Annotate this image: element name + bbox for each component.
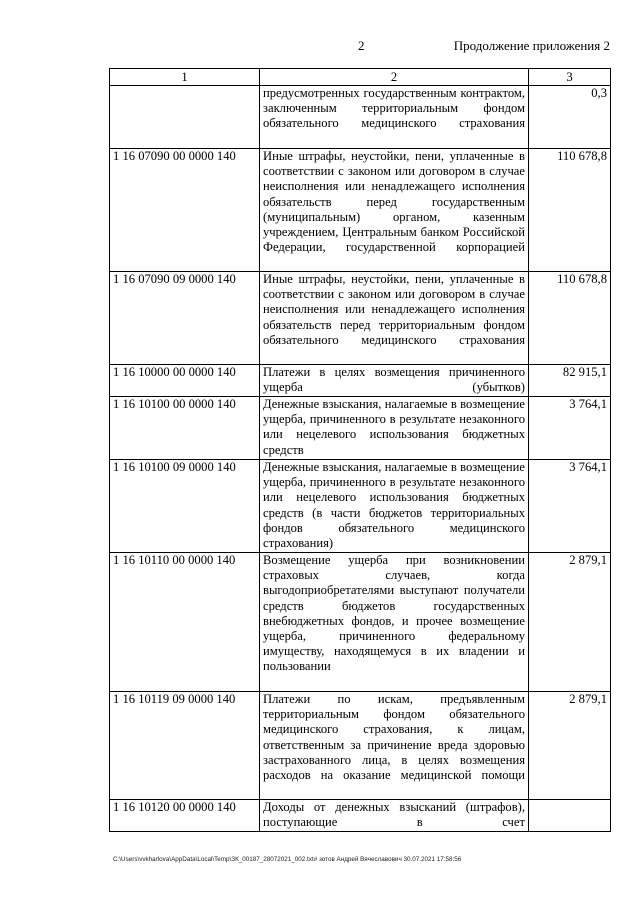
table-row <box>110 86 611 149</box>
income-description: Иные штрафы, неустойки, пени, уплаченные в соответствии с законом или договором в случае неисполнения или ненадлежащего исполнения обязательств перед государственным (муниципальным) органом, казенным учреждением, Центральным банком Российской Федерации, государственной корпорацией <box>260 149 529 272</box>
amount-value: 2 879,1 <box>529 553 611 692</box>
amount-value: 0,3 <box>529 86 611 149</box>
income-description: предусмотренных государственным контрактом, заключенным территориальным фондом обязательного медицинского страхования <box>260 86 529 149</box>
budget-code <box>110 86 260 149</box>
income-table <box>109 68 611 832</box>
income-description: Денежные взыскания, налагаемые в возмещение ущерба, причиненного в результате незаконного или нецелевого использования бюджетных средств (в части бюджетов территориальных фондов обязательного медицинского страхования) <box>260 460 529 553</box>
income-description: Платежи в целях возмещения причиненного ущерба (убытков) <box>260 365 529 397</box>
table-row <box>110 365 611 397</box>
continuation-title: Продолжение приложения 2 <box>453 38 610 53</box>
budget-code: 1 16 07090 00 0000 140 <box>110 149 260 272</box>
income-description: Иные штрафы, неустойки, пени, уплаченные в соответствии с законом или договором в случае неисполнения или ненадлежащего исполнения обязательств перед территориальным фондом обязательного медицинского страхования <box>260 272 529 365</box>
column-header-2: 2 <box>260 69 529 86</box>
table-row <box>110 149 611 272</box>
income-description: Денежные взыскания, налагаемые в возмещение ущерба, причиненного в результате незаконного или нецелевого использования бюджетных средств <box>260 397 529 460</box>
budget-code: 1 16 10000 00 0000 140 <box>110 365 260 397</box>
budget-code: 1 16 10119 09 0000 140 <box>110 692 260 800</box>
budget-code: 1 16 10120 00 0000 140 <box>110 800 260 832</box>
table-row <box>110 553 611 692</box>
amount-value: 3 764,1 <box>529 397 611 460</box>
budget-code: 1 16 10110 00 0000 140 <box>110 553 260 692</box>
amount-value: 82 915,1 <box>529 365 611 397</box>
budget-code: 1 16 10100 09 0000 140 <box>110 460 260 553</box>
amount-value: 110 678,8 <box>529 272 611 365</box>
income-description: Доходы от денежных взысканий (штрафов), поступающие в счет <box>260 800 529 832</box>
table-row <box>110 800 611 832</box>
file-path-footer: C:\Users\vvkharlova\AppData\Local\Temp\ЗК_00187_28072021_002.txt# зотов Андрей Вячеславович 30.07.2021 17:58:56 <box>113 856 462 863</box>
budget-code: 1 16 10100 00 0000 140 <box>110 397 260 460</box>
table-row <box>110 397 611 460</box>
column-header-1: 1 <box>110 69 260 86</box>
budget-code: 1 16 07090 09 0000 140 <box>110 272 260 365</box>
table-row <box>110 272 611 365</box>
income-description: Платежи по искам, предъявленным территориальным фондом обязательного медицинского страхования, к лицам, ответственным за причинение вреда здоровью застрахованного лица, в целях возмещения расходов на оказание медицинской помощи <box>260 692 529 800</box>
table-header-row <box>110 69 611 86</box>
amount-value: 110 678,8 <box>529 149 611 272</box>
column-header-3: 3 <box>529 69 611 86</box>
amount-value: 3 764,1 <box>529 460 611 553</box>
income-description: Возмещение ущерба при возникновении страховых случаев, когда выгодоприобретателями выступают получатели средств бюджетов государственных внебюджетных фондов, и прочее возмещение ущерба, причиненного федеральному имуществу, находящемуся в их владении и пользовании <box>260 553 529 692</box>
table-row <box>110 460 611 553</box>
table-row <box>110 692 611 800</box>
amount-value: 2 879,1 <box>529 692 611 800</box>
amount-value <box>529 800 611 832</box>
page-number: 2 <box>358 38 365 53</box>
